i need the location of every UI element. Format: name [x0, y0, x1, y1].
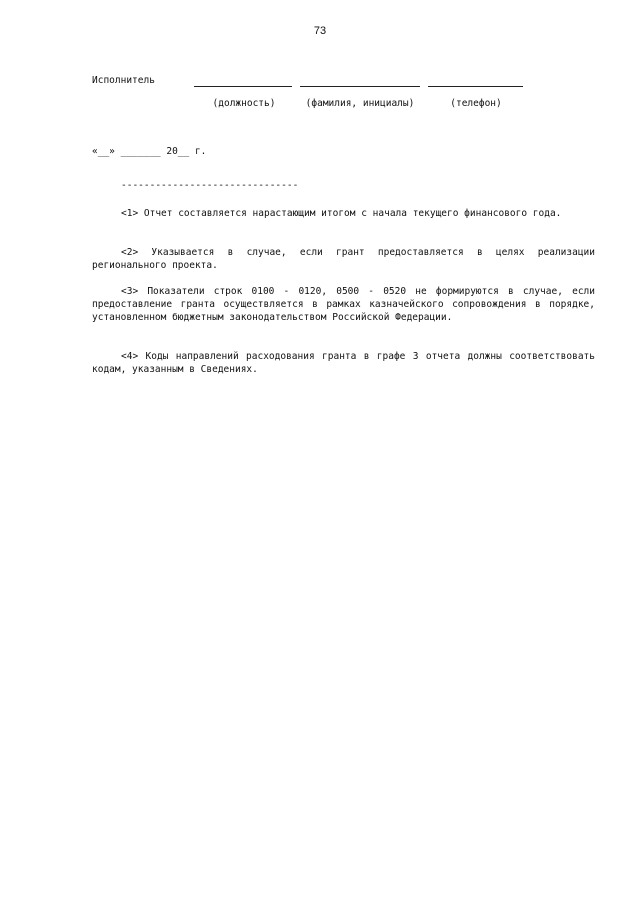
footnote-separator: ------------------------------- [121, 180, 299, 191]
date-line: «__» _______ 20__ г. [92, 146, 207, 157]
phone-signature-line [428, 86, 523, 87]
position-caption: (должность) [212, 98, 276, 109]
executor-label: Исполнитель [92, 75, 155, 86]
name-caption: (фамилия, инициалы) [305, 98, 415, 109]
page-number: 73 [313, 25, 327, 37]
footnote-2: <2> Указывается в случае, если грант предоставляется в целях реализации регионального проекта. [92, 247, 595, 271]
footnote-3: <3> Показатели строк 0100 - 0120, 0500 - 0520 не формируются в случае, если предоставление гранта осуществляется в рамках казначейского сопровождения в порядке, установленном бюджетным законодательством Российской Федерации. [92, 286, 595, 323]
name-signature-line [300, 86, 420, 87]
phone-caption: (телефон) [450, 98, 502, 109]
position-signature-line [194, 86, 292, 87]
footnote-1: <1> Отчет составляется нарастающим итогом с начала текущего финансового года. [121, 208, 562, 219]
footnote-4: <4> Коды направлений расходования гранта в графе 3 отчета должны соответствовать кодам, указанным в Сведениях. [92, 351, 595, 375]
